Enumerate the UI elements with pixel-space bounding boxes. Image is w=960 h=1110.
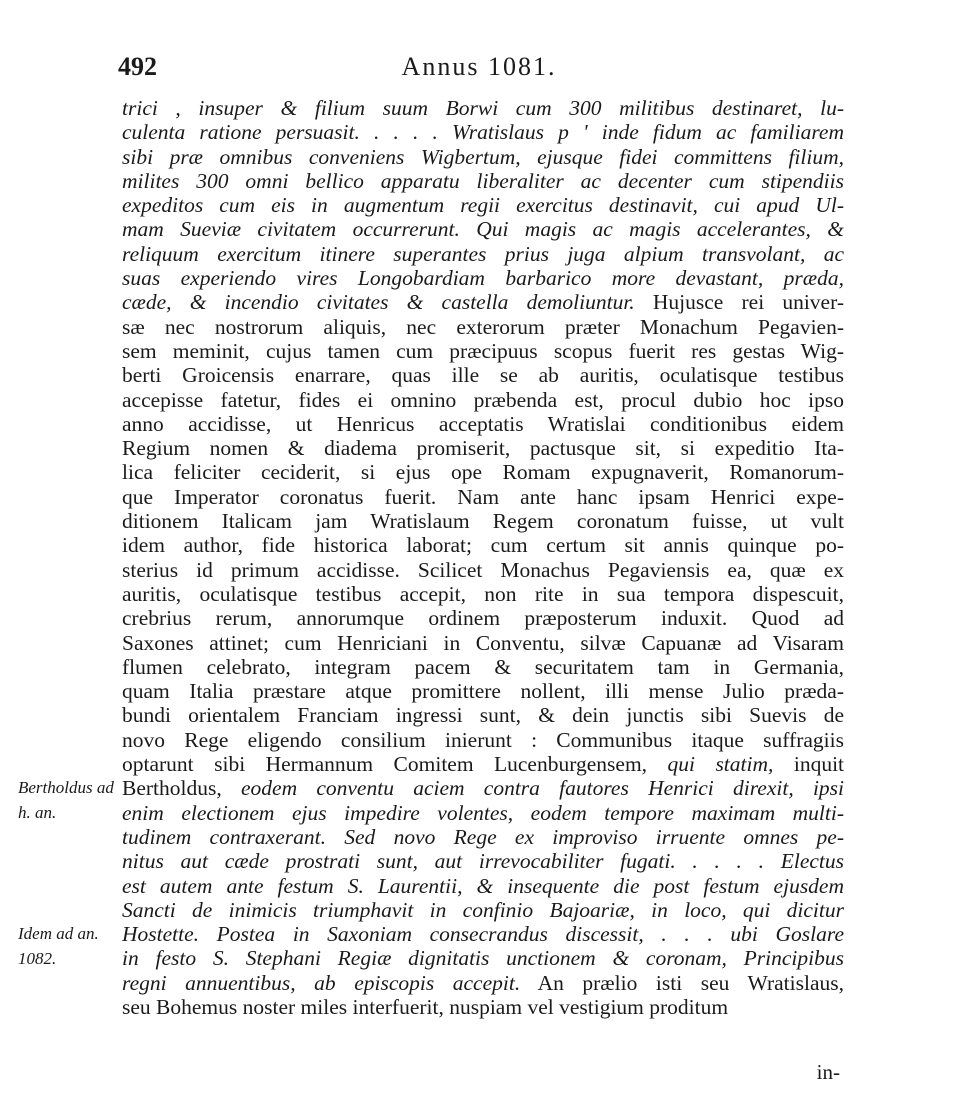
italic-quotation: regni annuentibus, ab episcopis accepit.	[122, 970, 521, 995]
italic-quotation: eodem conventu aciem contra fautores Henrici direxit, ipsi	[240, 776, 845, 801]
text-line	[122, 145, 844, 169]
text-line	[122, 849, 844, 873]
text-line	[122, 898, 844, 922]
text-line	[122, 290, 844, 314]
text-line	[122, 995, 844, 1019]
italic-quotation: mam Sueviæ civitatem occurrerunt. Qui magis ac magis accelerantes, &	[122, 217, 844, 242]
text-line	[122, 728, 844, 752]
roman-text: Hujusce rei univer-	[634, 290, 844, 315]
margin-note: Idem ad an.	[18, 924, 99, 944]
roman-text: lica feliciter ceciderit, si ejus ope Romam expugnaverit, Romanorum-	[122, 460, 844, 485]
text-line	[122, 533, 844, 557]
roman-text: auritis, oculatisque testibus accepit, non rite in sua tempora dispescuit,	[122, 581, 844, 606]
italic-quotation: culenta ratione persuasit. . . . . Wratislaus p ' inde fidum ac familiarem	[122, 120, 844, 145]
text-line	[122, 315, 844, 339]
italic-quotation: suas experiendo vires Longobardiam barbarico more devastant, præda,	[122, 266, 844, 291]
text-line	[122, 509, 844, 533]
roman-text: accepisse fatetur, fides ei omnino præbenda est, procul dubio hoc ipso	[122, 387, 844, 412]
text-line	[122, 655, 844, 679]
italic-quotation: enim electionem ejus impedire volentes, eodem tempore maximam multi-	[122, 800, 844, 825]
text-line	[122, 193, 844, 217]
roman-text: sæ nec nostrorum aliquis, nec exterorum præter Monachum Pegavien-	[122, 314, 844, 339]
text-line	[122, 582, 844, 606]
italic-quotation: in festo S. Stephani Regiæ dignitatis unctionem & coronam, Principibus	[122, 946, 844, 971]
text-line	[122, 558, 844, 582]
text-line	[122, 752, 844, 776]
italic-quotation: reliquum exercitum itinere superantes prius juga alpium transvolant, ac	[122, 241, 844, 266]
text-line	[122, 242, 844, 266]
roman-text: ditionem Italicam jam Wratislaum Regem coronatum fuisse, ut vult	[122, 509, 844, 534]
text-line	[122, 120, 844, 144]
text-line	[122, 412, 844, 436]
margin-note: 1082.	[18, 948, 57, 968]
text-line	[122, 169, 844, 193]
roman-text: sterius id primum accidisse. Scilicet Monachus Pegaviensis ea, quæ ex	[122, 557, 844, 582]
roman-text: novo Rege eligendo consilium inierunt : Communibus itaque suffragiis	[122, 727, 844, 752]
roman-text: Saxones attinet; cum Henriciani in Conventu, silvæ Capuanæ ad Visaram	[122, 630, 844, 655]
italic-quotation: est autem ante festum S. Laurentii, & insequente die post festum ejusdem	[122, 873, 844, 898]
text-line	[122, 96, 844, 120]
roman-text: An prælio isti seu Wratislaus,	[520, 970, 844, 995]
roman-text: Bertholdus,	[122, 776, 241, 801]
text-line	[122, 874, 844, 898]
margin-note: Bertholdus ad	[18, 778, 114, 798]
roman-text: bundi orientalem Franciam ingressi sunt, & dein junctis sibi Suevis de	[122, 703, 844, 728]
roman-text: optarunt sibi Hermannum Comitem Lucenburgensem,	[122, 752, 668, 777]
text-line	[122, 776, 844, 800]
text-line	[122, 801, 844, 825]
italic-quotation: nitus aut cæde prostrati sunt, aut irrevocabiliter fugati. . . . . Electus	[122, 849, 844, 874]
roman-text: sem meminit, cujus tamen cum præcipuus scopus fuerit res gestas Wig-	[122, 338, 844, 363]
text-line	[122, 946, 844, 970]
page-number: 492	[118, 52, 157, 81]
roman-text: que Imperator coronatus fuerit. Nam ante hanc ipsam Henrici expe-	[122, 484, 844, 509]
roman-text: crebrius rerum, annorumque ordinem præposterum induxit. Quod ad	[122, 606, 844, 631]
text-line	[122, 679, 844, 703]
text-line	[122, 460, 844, 484]
roman-text: flumen celebrato, integram pacem & securitatem tam in Germania,	[122, 654, 844, 679]
text-line	[122, 485, 844, 509]
body-text	[122, 96, 844, 1019]
italic-quotation: tudinem contraxerant. Sed novo Rege ex improviso irruente omnes pe-	[122, 824, 844, 849]
text-line	[122, 631, 844, 655]
text-line	[122, 922, 844, 946]
text-line	[122, 703, 844, 727]
text-line	[122, 436, 844, 460]
roman-text: anno accidisse, ut Henricus acceptatis Wratislai conditionibus eidem	[122, 411, 844, 436]
italic-quotation: milites 300 omni bellico apparatu liberaliter ac decenter cum stipendiis	[122, 168, 844, 193]
roman-text: berti Groicensis enarrare, quas ille se ab auritis, oculatisque testibus	[122, 363, 844, 388]
text-line	[122, 606, 844, 630]
roman-text: quam Italia præstare atque promittere nollent, illi mense Julio præda-	[122, 679, 844, 704]
page-header	[118, 52, 840, 92]
text-line	[122, 825, 844, 849]
italic-quotation: trici , insuper & filium suum Borwi cum 300 militibus destinaret, lu-	[122, 96, 844, 120]
roman-text: idem author, fide historica laborat; cum certum sit annis quinque po-	[122, 533, 844, 558]
text-line	[122, 339, 844, 363]
text-line	[122, 363, 844, 387]
text-line	[122, 971, 844, 995]
catchword: in-	[816, 1060, 840, 1084]
margin-note: h. an.	[18, 802, 57, 822]
roman-text: Regium nomen & diadema promiserit, pactusque sit, si expeditio Ita-	[122, 436, 844, 461]
italic-quotation: Sancti de inimicis triumphavit in confinio Bajoariæ, in loco, qui dicitur	[122, 897, 844, 922]
italic-quotation: cæde, & incendio civitates & castella demoliuntur.	[122, 290, 635, 315]
running-head: Annus 1081.	[401, 52, 557, 81]
italic-quotation: sibi præ omnibus conveniens Wigbertum, ejusque fidei committens filium,	[122, 144, 844, 169]
roman-text: seu Bohemus noster miles interfuerit, nuspiam vel vestigium proditum	[122, 994, 729, 1019]
text-line	[122, 217, 844, 241]
text-line	[122, 266, 844, 290]
italic-quotation: expeditos cum eis in augmentum regii exercitus destinavit, cui apud Ul-	[122, 193, 844, 218]
text-line	[122, 388, 844, 412]
italic-quotation: Hostette. Postea in Saxoniam consecrandus discessit, . . . ubi Goslare	[122, 922, 844, 947]
italic-quotation: qui statim,	[667, 752, 774, 777]
roman-text: inquit	[773, 752, 845, 777]
